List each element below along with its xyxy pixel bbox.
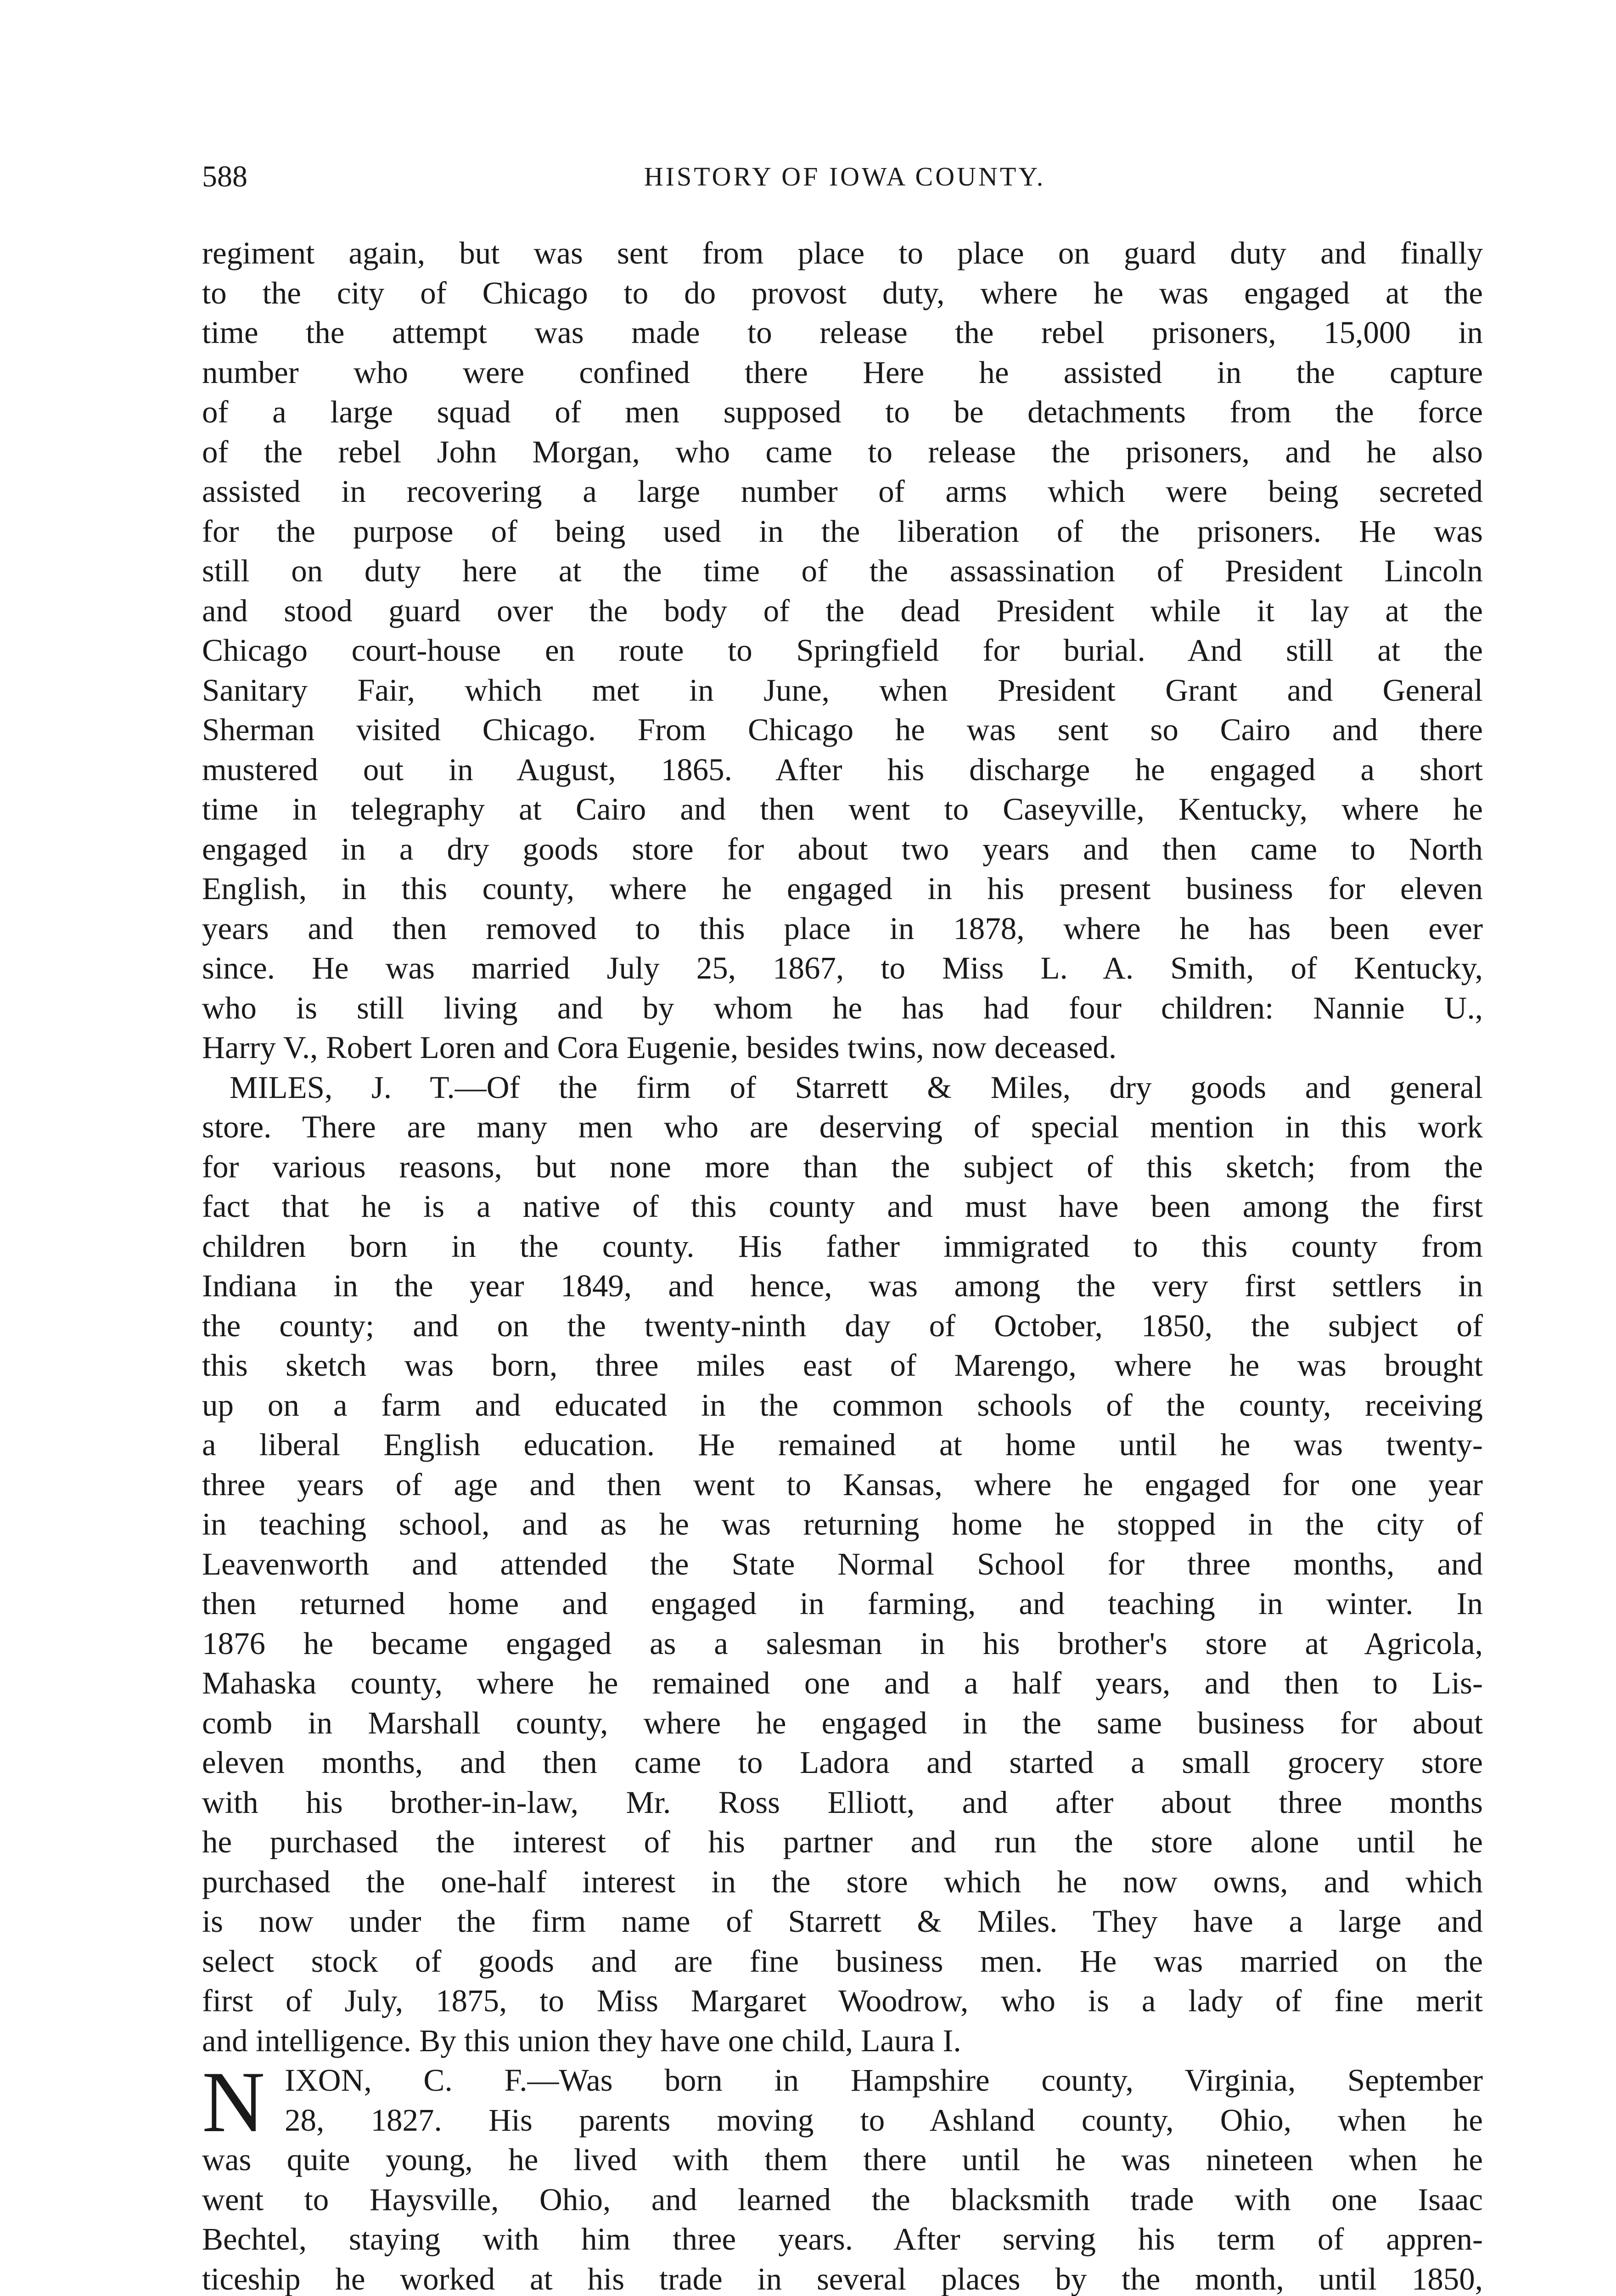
text-line: number who were confined there Here he assisted in the capture bbox=[202, 355, 1483, 390]
text-line: was quite young, he lived with them there until he was nineteen when he bbox=[202, 2142, 1483, 2177]
text-line: of a large squad of men supposed to be detachments from the force bbox=[202, 394, 1483, 429]
body-text bbox=[202, 233, 1483, 2296]
text-line: Chicago court-house en route to Springfield for burial. And still at the bbox=[202, 633, 1483, 668]
text-line: three years of age and then went to Kansas, where he engaged for one year bbox=[202, 1467, 1483, 1502]
text-line: in teaching school, and as he was returning home he stopped in the city of bbox=[202, 1507, 1483, 1542]
paragraph-miles-biography bbox=[202, 1068, 1483, 2061]
drop-cap: N bbox=[202, 2054, 265, 2150]
text-line: is now under the firm name of Starrett & Miles. They have a large and bbox=[202, 1904, 1483, 1939]
text-line: mustered out in August, 1865. After his discharge he engaged a short bbox=[202, 752, 1483, 787]
text-line: children born in the county. His father immigrated to this county from bbox=[202, 1228, 1483, 1264]
text-line: select stock of goods and are fine business men. He was married on the bbox=[202, 1943, 1483, 1979]
text-line: first of July, 1875, to Miss Margaret Woodrow, who is a lady of fine merit bbox=[202, 1983, 1483, 2018]
text-line: with his brother-in-law, Mr. Ross Elliott, and after about three months bbox=[202, 1784, 1483, 1820]
text-line: store. There are many men who are deserving of special mention in this work bbox=[202, 1109, 1483, 1144]
text-line: went to Haysville, Ohio, and learned the blacksmith trade with one Isaac bbox=[202, 2182, 1483, 2217]
text-line: Sanitary Fair, which met in June, when President Grant and General bbox=[202, 672, 1483, 708]
text-line: for the purpose of being used in the liberation of the prisoners. He was bbox=[202, 513, 1483, 549]
text-line: 1876 he became engaged as a salesman in his brother's store at Agricola, bbox=[202, 1626, 1483, 1661]
running-head bbox=[202, 156, 1487, 197]
running-title: HISTORY OF IOWA COUNTY. bbox=[644, 162, 1046, 191]
text-line: this sketch was born, three miles east of Marengo, where he was brought bbox=[202, 1348, 1483, 1383]
text-line: since. He was married July 25, 1867, to Miss L. A. Smith, of Kentucky, bbox=[202, 951, 1483, 985]
text-line: MILES, J. T.—Of the firm of Starrett & Miles, dry goods and general bbox=[230, 1069, 1483, 1105]
text-line: assisted in recovering a large number of arms which were being secreted bbox=[202, 474, 1483, 509]
text-line: up on a farm and educated in the common schools of the county, receiving bbox=[202, 1387, 1483, 1423]
page-number: 588 bbox=[202, 160, 247, 193]
text-line: Sherman visited Chicago. From Chicago he was sent so Cairo and there bbox=[202, 712, 1483, 747]
text-line: years and then removed to this place in 1878, where he has been ever bbox=[202, 911, 1483, 946]
text-line: a liberal English education. He remained at home until he was twenty- bbox=[202, 1427, 1483, 1462]
text-line: for various reasons, but none more than the subject of this sketch; from the bbox=[202, 1149, 1483, 1184]
text-line: who is still living and by whom he has had four children: Nannie U., bbox=[202, 990, 1483, 1025]
text-line: engaged in a dry goods store for about two years and then came to North bbox=[202, 831, 1483, 867]
text-line: Bechtel, staying with him three years. After serving his term of appren- bbox=[202, 2222, 1483, 2257]
text-line: Leavenworth and attended the State Normal School for three months, and bbox=[202, 1546, 1483, 1581]
text-line: IXON, C. F.—Was born in Hampshire county, Virginia, September bbox=[285, 2063, 1483, 2098]
text-line: then returned home and engaged in farming, and teaching in winter. In bbox=[202, 1586, 1483, 1621]
text-line: ticeship he worked at his trade in several places by the month, until 1850, bbox=[202, 2261, 1483, 2296]
text-line: 28, 1827. His parents moving to Ashland county, Ohio, when he bbox=[285, 2102, 1483, 2138]
text-line: the county; and on the twenty-ninth day of October, 1850, the subject of bbox=[202, 1308, 1483, 1343]
text-line: time the attempt was made to release the rebel prisoners, 15,000 in bbox=[202, 315, 1483, 350]
text-line: and intelligence. By this union they have one child, Laura I. bbox=[202, 2023, 961, 2058]
text-line: Harry V., Robert Loren and Cora Eugenie, besides twins, now deceased. bbox=[202, 1030, 1117, 1065]
text-line: he purchased the interest of his partner and run the store alone until he bbox=[202, 1824, 1483, 1859]
text-line: purchased the one-half interest in the store which he now owns, and which bbox=[202, 1864, 1483, 1899]
text-line: and stood guard over the body of the dead President while it lay at the bbox=[202, 593, 1483, 628]
text-line: of the rebel John Morgan, who came to release the prisoners, and he also bbox=[202, 434, 1483, 469]
text-line: eleven months, and then came to Ladora and started a small grocery store bbox=[202, 1745, 1483, 1780]
text-line: Indiana in the year 1849, and hence, was among the very first settlers in bbox=[202, 1268, 1483, 1303]
text-line: time in telegraphy at Cairo and then went to Caseyville, Kentucky, where he bbox=[202, 792, 1483, 827]
text-line: Mahaska county, where he remained one and a half years, and then to Lis- bbox=[202, 1666, 1483, 1700]
text-line: English, in this county, where he engaged in his present business for eleven bbox=[202, 871, 1483, 906]
text-line: comb in Marshall county, where he engaged in the same business for about bbox=[202, 1705, 1483, 1740]
text-line: regiment again, but was sent from place to place on guard duty and finally bbox=[202, 236, 1483, 270]
paragraph-service-record bbox=[202, 233, 1483, 1068]
text-line: fact that he is a native of this county and must have been among the first bbox=[202, 1189, 1483, 1224]
text-line: still on duty here at the time of the assassination of President Lincoln bbox=[202, 553, 1483, 588]
paragraph-nixon-biography bbox=[202, 2054, 1483, 2296]
text-line: to the city of Chicago to do provost duty, where he was engaged at the bbox=[202, 275, 1483, 310]
